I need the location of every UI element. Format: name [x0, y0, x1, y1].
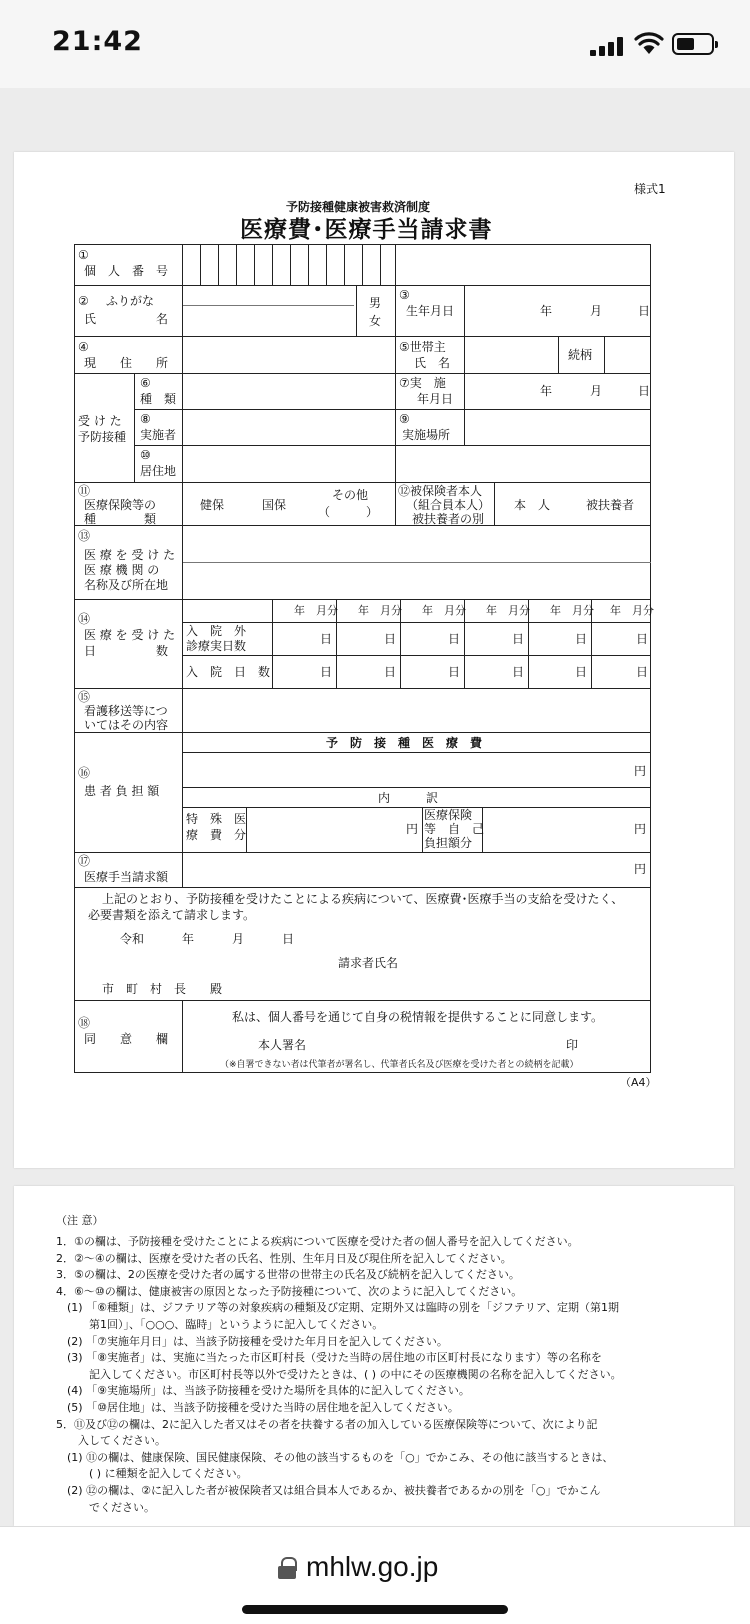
note-line: (5) 「⑩居住地」は、当該予防接種を受けた当時の居住地を記入してください。 — [56, 1400, 459, 1414]
personal-number-boxes[interactable] — [183, 245, 395, 285]
label-address: 現 住 所 — [84, 356, 169, 370]
field-num-1: ① — [78, 248, 89, 262]
label-vaccination-group-2: 予防接種 — [78, 430, 127, 444]
address-field[interactable] — [183, 337, 395, 372]
wifi-icon — [634, 30, 664, 56]
option-self[interactable]: 本 人 — [514, 498, 551, 512]
field-num-18: ⑱ — [78, 1016, 91, 1030]
label-vaccine-type: 種 類 — [140, 392, 177, 406]
field-num-6: ⑥ — [140, 376, 151, 390]
label-nursing-1: 看護移送等につ — [84, 704, 168, 718]
option-dependent[interactable]: 被扶養者 — [586, 498, 635, 512]
field-num-5: ⑤世帯主 — [399, 340, 446, 354]
note-line: 4．⑥〜⑩の欄は、健康被害の原因となった予防接種について、次のように記入してください。 — [56, 1284, 523, 1298]
label-implementer: 実施者 — [140, 428, 177, 442]
note-line: 3．⑤の欄は、2の医療を受けた者の属する世帯の世帯主の氏名及び続柄を記入してください。 — [56, 1268, 520, 1282]
field-num-7: ⑦実 施 — [399, 376, 446, 390]
note-line: (4) 「⑨実施場所」は、当該予防接種を受けた場所を具体的に記入してください。 — [56, 1384, 470, 1398]
note-line: (1) ⑪の欄は、健康保険、国民健康保険、その他の該当するものを「○」でかこみ、その他に該当するときは、 — [56, 1450, 614, 1464]
day-cell: 日 — [575, 665, 588, 679]
field-num-3: ③ — [399, 288, 410, 302]
label-medical-cost: 予 防 接 種 医 療 費 — [326, 736, 483, 750]
note-line: 入してください。 — [56, 1434, 166, 1448]
name-field[interactable] — [183, 286, 355, 336]
note-line: (2) ⑫の欄は、②に記入した者が被保険者又は組合員本人であるか、被扶養者であるかの別を「○」でかこん — [56, 1483, 601, 1497]
notes-page — [14, 1186, 734, 1526]
day-cell: 日 — [512, 632, 525, 646]
field-num-17: ⑰ — [78, 854, 91, 868]
vac-day: 日 — [638, 384, 651, 398]
field-num-2: ② — [78, 294, 89, 308]
yen-unit: 円 — [406, 822, 419, 836]
date-month: 月 — [232, 932, 245, 946]
declaration-line-1: 上記のとおり、予防接種を受けたことによる疾病について、医療費･医療手当の支給を受けたく、 — [102, 892, 624, 906]
label-personal-number: 個 人 番 号 — [84, 264, 169, 278]
yen-unit: 円 — [634, 822, 647, 836]
form-title: 医療費･医療手当請求書 — [240, 217, 493, 243]
note-line: (2) 「⑦実施年月日」は、当該予防接種を受けた年月日を記入してください。 — [56, 1334, 448, 1348]
label-special-1: 特 殊 医 — [186, 812, 247, 826]
battery-icon — [672, 33, 714, 55]
label-vaccination-date: 年月日 — [417, 392, 454, 406]
note-line: (3) 「⑧実施者」は、実施に当たった市区町村長（受けた当時の居住地の市区町村長になります）等の名称を — [56, 1351, 602, 1365]
label-days-2: 日 数 — [84, 644, 169, 658]
paper-size: （A4） — [620, 1076, 657, 1089]
day-cell: 日 — [384, 665, 397, 679]
url-text[interactable]: mhlw.go.jp — [306, 1551, 439, 1582]
home-indicator[interactable] — [242, 1605, 508, 1614]
note-line: 記入してください。市区町村長等以外で受けたときは、( ) の中にその医療機関の名称を記入してください。 — [56, 1367, 622, 1381]
field-num-9: ⑨ — [399, 412, 410, 426]
month-header-2: 年 月分 — [358, 604, 402, 617]
field-num-11: ⑪ — [78, 484, 91, 498]
day-cell: 日 — [448, 632, 461, 646]
day-cell: 日 — [384, 632, 397, 646]
sex-female[interactable]: 女 — [369, 314, 382, 328]
label-self-pay-3: 負担額分 — [424, 836, 473, 850]
label-mayor: 市 町 村 長 殿 — [102, 982, 223, 996]
note-line: 2．②〜④の欄は、医療を受けた者の氏名、性別、生年月日及び現住所を記入してください。 — [56, 1251, 512, 1265]
form-number: 様式1 — [634, 182, 666, 196]
vac-month: 月 — [590, 384, 603, 398]
day-cell: 日 — [448, 665, 461, 679]
consent-text: 私は、個人番号を通じて自身の税情報を提供することに同意します。 — [232, 1010, 604, 1024]
label-institution-2: 医 療 機 関 の — [84, 563, 160, 577]
field-num-10: ⑩ — [140, 448, 151, 462]
dob-month: 月 — [590, 304, 603, 318]
label-name: 氏 名 — [84, 312, 169, 326]
date-year: 年 — [182, 932, 195, 946]
label-institution-1: 医 療 を 受 け た — [84, 548, 176, 562]
label-relationship: 続柄 — [568, 348, 593, 362]
label-residence: 居住地 — [140, 464, 177, 478]
label-self-pay-1: 医療保険 — [424, 808, 473, 822]
field-num-15: ⑮ — [78, 690, 91, 704]
declaration-line-2: 必要書類を添えて請求します。 — [88, 908, 256, 922]
sex-male[interactable]: 男 — [369, 296, 382, 310]
dob-year: 年 — [540, 304, 553, 318]
month-header-4: 年 月分 — [486, 604, 530, 617]
label-seal: 印 — [566, 1038, 579, 1052]
note-line: 第1回）」、「○○○、臨時」というように記入してください。 — [56, 1317, 384, 1331]
day-cell: 日 — [320, 665, 333, 679]
signature-note: （※自署できない者は代筆者が署名し、代筆者氏名及び医療を受けた者との続柄を記載） — [220, 1060, 579, 1070]
field-num-13: ⑬ — [78, 529, 91, 543]
notes-list — [56, 1234, 716, 1516]
browser-url-bar[interactable] — [0, 1526, 750, 1624]
day-cell: 日 — [512, 665, 525, 679]
yen-unit: 円 — [634, 764, 647, 778]
status-bar — [0, 0, 750, 88]
month-header-5: 年 月分 — [550, 604, 594, 617]
label-birthdate: 生年月日 — [406, 304, 455, 318]
label-vaccination-group-1: 受 け た — [78, 414, 122, 428]
notes-header: （注 意） — [56, 1214, 104, 1227]
status-time: 21:42 — [52, 26, 143, 57]
label-householder: 氏 名 — [414, 356, 451, 370]
label-breakdown: 内 訳 — [378, 791, 439, 805]
note-line: でください。 — [56, 1500, 155, 1514]
label-outpatient-2: 診療実日数 — [186, 639, 247, 653]
label-place: 実施場所 — [402, 428, 451, 442]
label-signature: 本人署名 — [258, 1038, 307, 1052]
day-cell: 日 — [636, 665, 649, 679]
field-num-8: ⑧ — [140, 412, 151, 426]
label-outpatient-1: 入 院 外 — [186, 624, 247, 638]
label-institution-3: 名称及び所在地 — [84, 578, 169, 592]
note-line: 1．①の欄は、予防接種を受けたことによる疾病について医療を受けた者の個人番号を記入してください。 — [56, 1235, 579, 1248]
label-insurance-1: 医療保険等の — [84, 498, 157, 512]
form-page — [14, 152, 734, 1168]
label-claimant-name: 請求者氏名 — [338, 956, 399, 970]
form-subtitle: 予防接種健康被害救済制度 — [286, 200, 431, 214]
month-header-3: 年 月分 — [422, 604, 466, 617]
label-insurance-2: 種 類 — [84, 512, 157, 526]
label-self-pay-2: 等 自 己 — [424, 822, 485, 836]
month-header-1: 年 月分 — [294, 604, 338, 617]
label-consent: 同 意 欄 — [84, 1032, 169, 1046]
field-num-4: ④ — [78, 340, 89, 354]
option-other[interactable]: その他 — [332, 488, 369, 502]
label-special-2: 療 費 分 — [186, 828, 247, 842]
day-cell: 日 — [575, 632, 588, 646]
label-patient-burden: 患 者 負 担 額 — [84, 784, 160, 798]
label-nursing-2: いてはその内容 — [84, 718, 169, 732]
day-cell: 日 — [320, 632, 333, 646]
field-num-14: ⑭ — [78, 612, 91, 626]
label-furigana: ふりがな — [106, 294, 155, 308]
label-insured-2: （組合員本人） — [406, 498, 491, 512]
day-cell: 日 — [636, 632, 649, 646]
option-kokuho[interactable]: 国保 — [262, 498, 287, 512]
note-line: ( ) に種類を記入してください。 — [56, 1467, 248, 1481]
label-insured-3: 被扶養者の別 — [412, 512, 485, 526]
date-day: 日 — [282, 932, 295, 946]
field-num-12: ⑫被保険者本人 — [398, 484, 483, 498]
field-num-16: ⑯ — [78, 766, 91, 780]
label-allowance: 医療手当請求額 — [84, 870, 169, 884]
lock-icon — [278, 1557, 296, 1579]
vac-year: 年 — [540, 384, 553, 398]
label-days-1: 医 療 を 受 け た — [84, 628, 176, 642]
dob-day: 日 — [638, 304, 651, 318]
month-header-6: 年 月分 — [610, 604, 654, 617]
note-line: 5．⑪及び⑫の欄は、2に記入した者又はその者を扶養する者の加入している医療保険等について、次により記 — [56, 1417, 598, 1431]
date-era: 令和 — [120, 932, 145, 946]
other-paren: （ ） — [318, 505, 379, 519]
yen-unit: 円 — [634, 862, 647, 876]
option-kenpo[interactable]: 健保 — [200, 498, 225, 512]
cellular-signal-icon — [590, 36, 624, 56]
note-line: (1) 「⑥種類」は、ジフテリア等の対象疾病の種類及び定期、定期外又は臨時の別を「ジフテリア、定期（第1期 — [56, 1301, 620, 1315]
label-inpatient-days: 入 院 日 数 — [186, 665, 271, 679]
